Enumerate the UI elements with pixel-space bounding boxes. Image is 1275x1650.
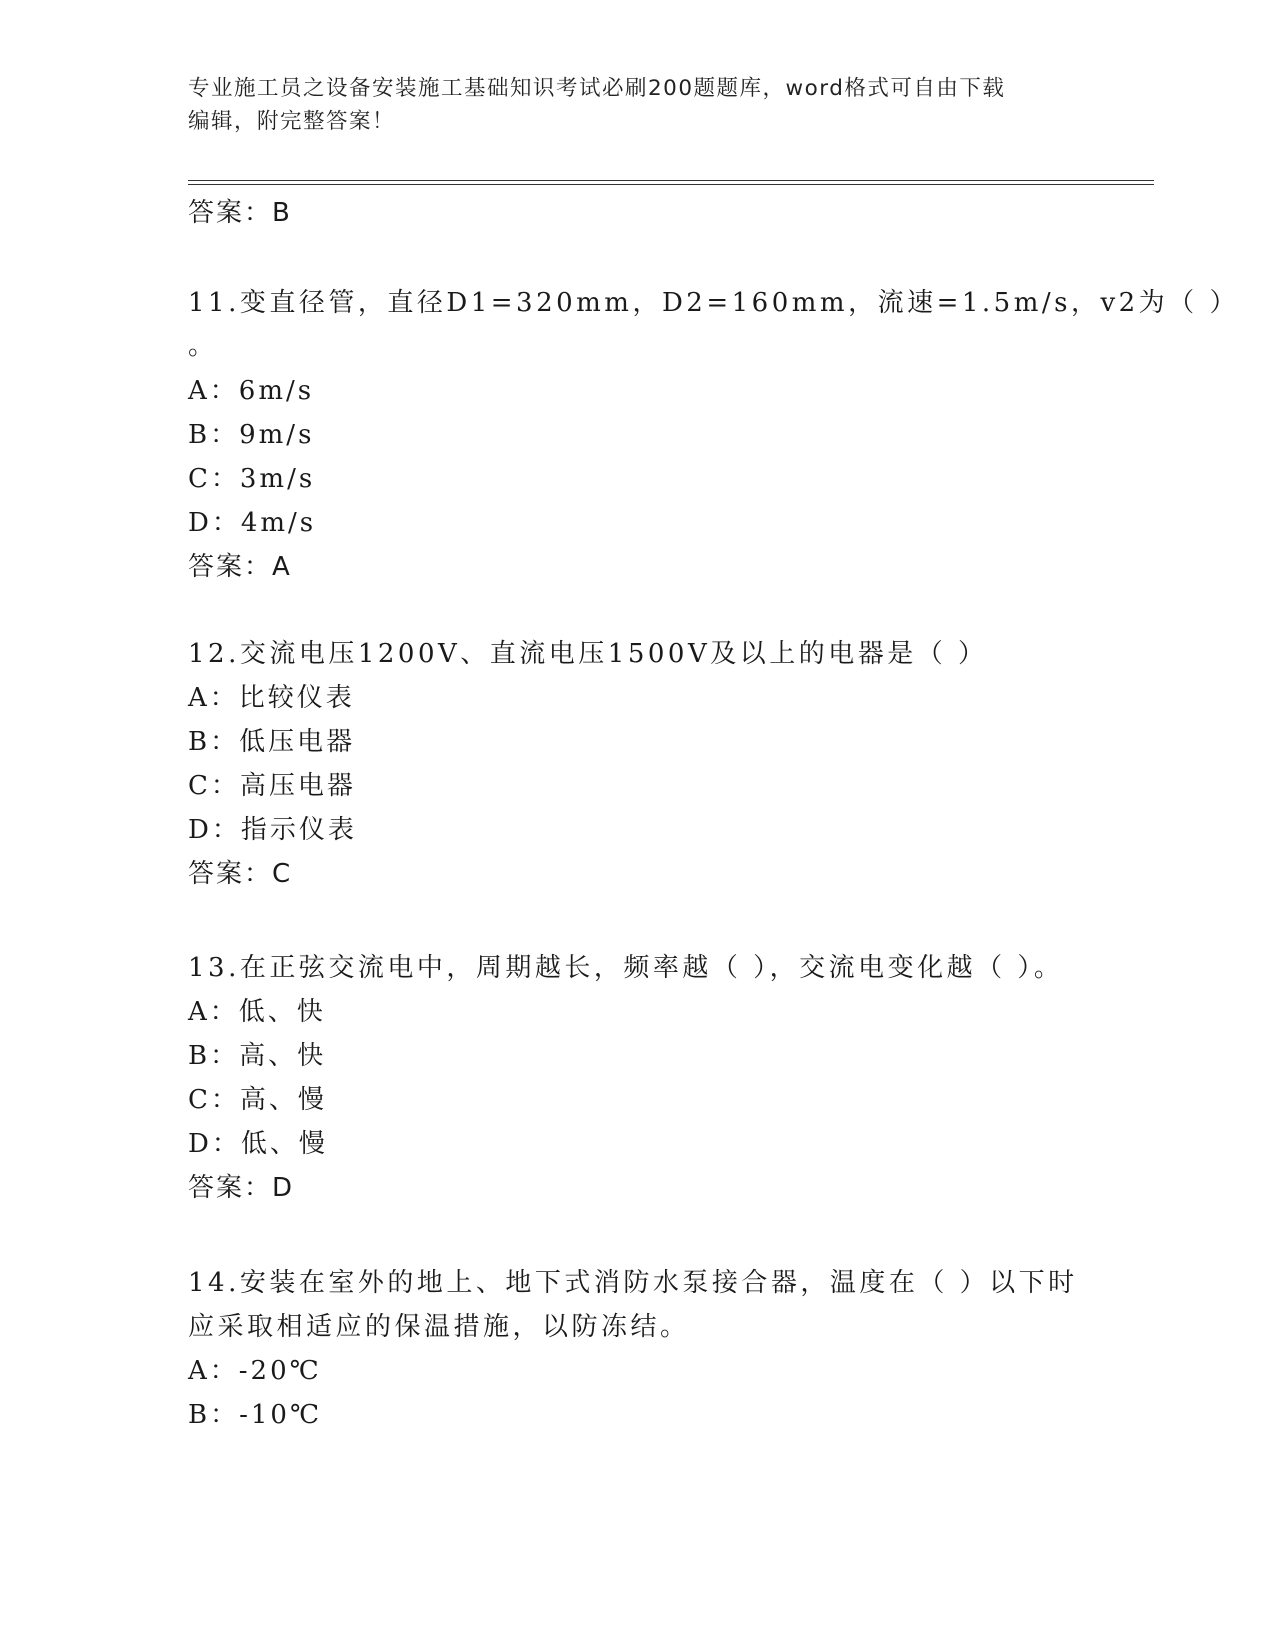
q12-option-a: A：比较仪表 bbox=[188, 683, 355, 713]
q11-option-a: A：6m/s bbox=[188, 376, 315, 406]
question-11: 11.变直径管，直径D1=320mm，D2=160mm，流速=1.5m/s，v2为（ ） bbox=[188, 288, 1239, 318]
q13-option-b: B：高、快 bbox=[188, 1041, 327, 1071]
question-14-continuation: 应采取相适应的保温措施，以防冻结。 bbox=[188, 1312, 690, 1342]
header-line-1: 专业施工员之设备安装施工基础知识考试必刷200题题库，word格式可自由下载 bbox=[188, 76, 1006, 101]
q11-option-d: D：4m/s bbox=[188, 508, 317, 538]
q11-option-c: C：3m/s bbox=[188, 464, 316, 494]
q13-option-d: D：低、慢 bbox=[188, 1129, 328, 1159]
header-line-2: 编辑，附完整答案！ bbox=[188, 109, 396, 134]
q13-option-a: A：低、快 bbox=[188, 997, 326, 1027]
q12-option-b: B：低压电器 bbox=[188, 727, 356, 757]
header-rule-top bbox=[188, 180, 1154, 181]
q11-option-b: B：9m/s bbox=[188, 420, 315, 450]
q12-option-c: C：高压电器 bbox=[188, 771, 356, 801]
document-header bbox=[188, 72, 1068, 138]
question-12: 12.交流电压1200V、直流电压1500V及以上的电器是（ ） bbox=[188, 639, 988, 669]
q12-option-d: D：指示仪表 bbox=[188, 815, 357, 845]
answer-q10: 答案：B bbox=[188, 198, 292, 228]
answer-q12: 答案：C bbox=[188, 859, 293, 889]
question-11-continuation: 。 bbox=[188, 331, 218, 361]
q13-option-c: C：高、慢 bbox=[188, 1085, 327, 1115]
answer-q13: 答案：D bbox=[188, 1173, 295, 1203]
q14-option-b: B：-10℃ bbox=[188, 1400, 323, 1430]
question-14: 14.安装在室外的地上、地下式消防水泵接合器，温度在（ ）以下时 bbox=[188, 1268, 1078, 1298]
header-rule-bottom bbox=[188, 184, 1154, 185]
question-13: 13.在正弦交流电中，周期越长，频率越（ ），交流电变化越（ ）。 bbox=[188, 953, 1064, 983]
answer-q11: 答案：A bbox=[188, 552, 292, 582]
q14-option-a: A：-20℃ bbox=[188, 1356, 322, 1386]
